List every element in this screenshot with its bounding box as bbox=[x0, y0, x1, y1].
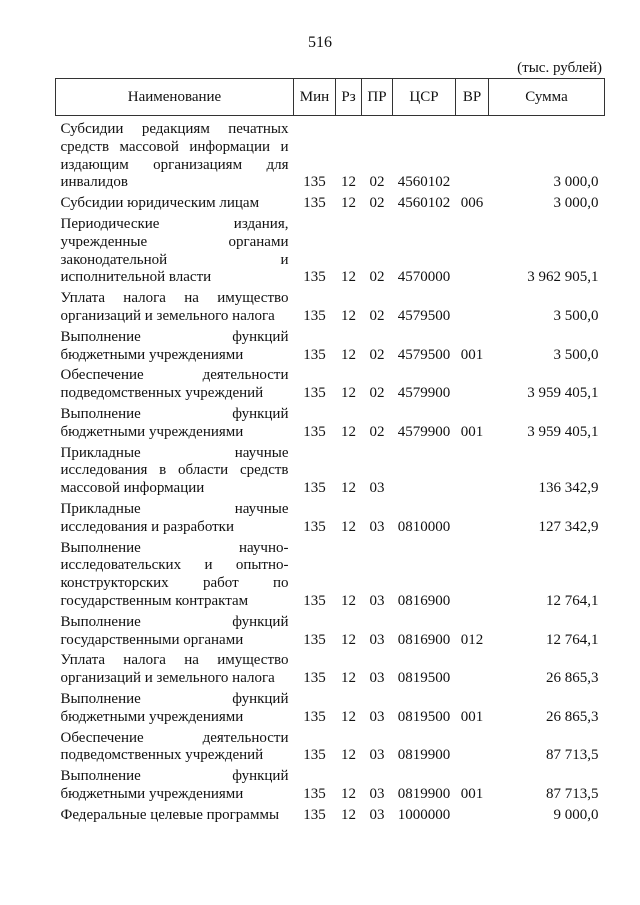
row-pr: 03 bbox=[369, 785, 385, 802]
row-csr: 0819500 bbox=[397, 670, 451, 687]
row-min: 135 bbox=[303, 785, 326, 802]
row-name-line: государственным контрактам bbox=[60, 592, 249, 609]
row-name bbox=[56, 650, 294, 689]
row-name-line: Выполнение функций bbox=[60, 768, 289, 785]
row-name-line: Выполнение функций bbox=[60, 328, 289, 345]
row-pr: 03 bbox=[369, 670, 385, 687]
row-sum: 3 959 405,1 bbox=[527, 385, 599, 402]
row-min: 135 bbox=[303, 670, 326, 687]
table-row bbox=[56, 805, 605, 826]
row-name bbox=[56, 443, 294, 499]
row-name-line: Субсидии юридическим лицам bbox=[60, 195, 260, 212]
table-row bbox=[56, 443, 605, 499]
row-name-line: конструкторских работ по bbox=[60, 575, 289, 592]
row-rz: 12 bbox=[341, 385, 356, 402]
row-name-line: Периодические издания, bbox=[60, 215, 289, 232]
row-name-line: исполнительной власти bbox=[60, 269, 212, 286]
row-name-line: Субсидии редакциям печатных bbox=[60, 121, 289, 137]
row-pr: 02 bbox=[369, 269, 385, 286]
row-vr bbox=[456, 288, 489, 327]
header-pr: ПР bbox=[362, 79, 393, 116]
row-rz: 12 bbox=[341, 346, 356, 363]
row-name-line: Прикладные научные bbox=[60, 500, 289, 517]
row-name bbox=[56, 612, 294, 651]
row-min: 135 bbox=[303, 423, 326, 440]
table-row bbox=[56, 365, 605, 404]
row-pr: 03 bbox=[369, 631, 385, 648]
row-name bbox=[56, 404, 294, 443]
row-csr: 4570000 bbox=[397, 269, 451, 286]
row-min: 135 bbox=[303, 307, 326, 324]
header-name: Наименование bbox=[56, 79, 294, 116]
units-label: (тыс. рублей) bbox=[517, 60, 602, 76]
table-header bbox=[56, 79, 605, 116]
row-sum: 12 764,1 bbox=[546, 631, 599, 648]
table-row bbox=[56, 612, 605, 651]
row-name-line: бюджетными учреждениями bbox=[60, 708, 244, 725]
row-csr: 4560102 bbox=[397, 195, 451, 212]
row-pr: 03 bbox=[369, 518, 385, 535]
row-vr: 001 bbox=[460, 785, 484, 802]
row-name-line: Выполнение функций bbox=[60, 613, 289, 630]
row-rz: 12 bbox=[341, 806, 356, 823]
row-rz: 12 bbox=[341, 518, 356, 535]
row-min: 135 bbox=[303, 385, 326, 402]
row-vr: 001 bbox=[460, 423, 484, 440]
row-vr bbox=[456, 214, 489, 288]
row-csr: 4579500 bbox=[397, 307, 451, 324]
row-rz: 12 bbox=[341, 174, 356, 191]
row-name bbox=[56, 116, 294, 194]
row-sum: 127 342,9 bbox=[538, 518, 599, 535]
row-pr: 03 bbox=[369, 708, 385, 725]
row-name bbox=[56, 327, 294, 366]
row-rz: 12 bbox=[341, 592, 356, 609]
row-pr: 02 bbox=[369, 423, 385, 440]
header-csr: ЦСР bbox=[393, 79, 456, 116]
row-name-line: Уплата налога на имущество bbox=[60, 652, 289, 669]
row-name bbox=[56, 766, 294, 805]
row-vr bbox=[456, 538, 489, 612]
row-rz: 12 bbox=[341, 423, 356, 440]
row-pr: 03 bbox=[369, 747, 385, 764]
row-sum: 3 959 405,1 bbox=[527, 423, 599, 440]
budget-table bbox=[55, 78, 605, 825]
row-vr bbox=[456, 805, 489, 826]
row-name-line: бюджетными учреждениями bbox=[60, 785, 244, 802]
row-name-line: бюджетными учреждениями bbox=[60, 346, 244, 363]
row-sum: 136 342,9 bbox=[538, 480, 599, 497]
row-name-line: учрежденные органами bbox=[60, 233, 289, 250]
row-name-line: Федеральные целевые программы bbox=[60, 806, 280, 823]
row-min: 135 bbox=[303, 346, 326, 363]
row-vr bbox=[456, 728, 489, 767]
row-csr: 4579500 bbox=[397, 346, 451, 363]
row-sum: 87 713,5 bbox=[546, 747, 599, 764]
row-min: 135 bbox=[303, 269, 326, 286]
row-name-line: бюджетными учреждениями bbox=[60, 423, 244, 440]
row-pr: 03 bbox=[369, 592, 385, 609]
row-sum: 9 000,0 bbox=[553, 806, 599, 823]
row-rz: 12 bbox=[341, 269, 356, 286]
row-min: 135 bbox=[303, 174, 326, 191]
table-row bbox=[56, 404, 605, 443]
row-name-line: законодательной и bbox=[60, 251, 289, 268]
row-name-line: Обеспечение деятельности bbox=[60, 367, 289, 384]
row-min: 135 bbox=[303, 480, 326, 497]
row-csr bbox=[393, 443, 456, 499]
row-vr bbox=[456, 443, 489, 499]
row-name bbox=[56, 538, 294, 612]
row-vr bbox=[456, 116, 489, 194]
row-pr: 02 bbox=[369, 174, 385, 191]
row-sum: 3 500,0 bbox=[553, 346, 599, 363]
row-sum: 26 865,3 bbox=[546, 670, 599, 687]
row-vr: 006 bbox=[460, 195, 484, 212]
table-row bbox=[56, 116, 605, 194]
row-min: 135 bbox=[303, 518, 326, 535]
row-name bbox=[56, 365, 294, 404]
row-name-line: массовой информации bbox=[60, 480, 205, 497]
row-sum: 3 000,0 bbox=[553, 174, 599, 191]
row-vr bbox=[456, 365, 489, 404]
table-row bbox=[56, 499, 605, 538]
row-name bbox=[56, 214, 294, 288]
row-name-line: Обеспечение деятельности bbox=[60, 729, 289, 746]
row-min: 135 bbox=[303, 631, 326, 648]
header-rz: Рз bbox=[336, 79, 362, 116]
row-rz: 12 bbox=[341, 480, 356, 497]
row-name-line: издающим организациям для bbox=[60, 156, 289, 173]
row-min: 135 bbox=[303, 195, 326, 212]
row-csr: 0816900 bbox=[397, 592, 451, 609]
row-name-line: подведомственных учреждений bbox=[60, 747, 264, 764]
row-sum: 3 000,0 bbox=[553, 195, 599, 212]
row-pr: 03 bbox=[369, 806, 385, 823]
table-row bbox=[56, 538, 605, 612]
table-row bbox=[56, 650, 605, 689]
table-row bbox=[56, 327, 605, 366]
row-rz: 12 bbox=[341, 747, 356, 764]
row-name-line: средств массовой информации и bbox=[60, 138, 289, 155]
row-vr: 012 bbox=[460, 631, 484, 648]
row-rz: 12 bbox=[341, 195, 356, 212]
row-csr: 1000000 bbox=[397, 806, 451, 823]
row-pr: 03 bbox=[369, 480, 385, 497]
table-row bbox=[56, 728, 605, 767]
row-name-line: исследования в области средств bbox=[60, 462, 289, 479]
row-pr: 02 bbox=[369, 307, 385, 324]
header-min: Мин bbox=[294, 79, 336, 116]
row-min: 135 bbox=[303, 592, 326, 609]
row-rz: 12 bbox=[341, 670, 356, 687]
row-name bbox=[56, 499, 294, 538]
row-name bbox=[56, 288, 294, 327]
row-csr: 0810000 bbox=[397, 518, 451, 535]
row-name bbox=[56, 805, 294, 826]
row-sum: 3 500,0 bbox=[553, 307, 599, 324]
page-number: 516 bbox=[308, 34, 332, 51]
row-csr: 4560102 bbox=[397, 174, 451, 191]
row-name-line: инвалидов bbox=[60, 174, 128, 191]
row-name-line: организаций и земельного налога bbox=[60, 670, 275, 687]
row-name-line: Прикладные научные bbox=[60, 444, 289, 461]
row-min: 135 bbox=[303, 708, 326, 725]
row-sum: 12 764,1 bbox=[546, 592, 599, 609]
row-name-line: Выполнение функций bbox=[60, 405, 289, 422]
table-row bbox=[56, 689, 605, 728]
row-pr: 02 bbox=[369, 346, 385, 363]
row-min: 135 bbox=[303, 806, 326, 823]
header-sum: Сумма bbox=[489, 79, 605, 116]
row-rz: 12 bbox=[341, 631, 356, 648]
row-name-line: Уплата налога на имущество bbox=[60, 290, 289, 307]
row-name bbox=[56, 728, 294, 767]
row-csr: 0816900 bbox=[397, 631, 451, 648]
row-name-line: Выполнение научно- bbox=[60, 539, 289, 556]
row-vr: 001 bbox=[460, 708, 484, 725]
row-min: 135 bbox=[303, 747, 326, 764]
header-vr: ВР bbox=[456, 79, 489, 116]
row-name-line: подведомственных учреждений bbox=[60, 385, 264, 402]
row-rz: 12 bbox=[341, 708, 356, 725]
row-name bbox=[56, 193, 294, 214]
row-sum: 26 865,3 bbox=[546, 708, 599, 725]
row-csr: 0819900 bbox=[397, 747, 451, 764]
row-vr bbox=[456, 650, 489, 689]
row-name-line: исследования и разработки bbox=[60, 518, 234, 535]
table-row bbox=[56, 214, 605, 288]
row-name-line: государственными органами bbox=[60, 631, 244, 648]
table-row bbox=[56, 288, 605, 327]
row-csr: 4579900 bbox=[397, 423, 451, 440]
row-pr: 02 bbox=[369, 385, 385, 402]
row-csr: 0819500 bbox=[397, 708, 451, 725]
row-name-line: Выполнение функций bbox=[60, 690, 289, 707]
row-name bbox=[56, 689, 294, 728]
row-sum: 3 962 905,1 bbox=[527, 269, 599, 286]
table-row bbox=[56, 193, 605, 214]
row-name-line: организаций и земельного налога bbox=[60, 307, 275, 324]
row-sum: 87 713,5 bbox=[546, 785, 599, 802]
row-name-line: исследовательских и опытно- bbox=[60, 557, 289, 574]
row-csr: 0819900 bbox=[397, 785, 451, 802]
row-csr: 4579900 bbox=[397, 385, 451, 402]
row-rz: 12 bbox=[341, 785, 356, 802]
row-vr bbox=[456, 499, 489, 538]
row-vr: 001 bbox=[460, 346, 484, 363]
row-rz: 12 bbox=[341, 307, 356, 324]
table-row bbox=[56, 766, 605, 805]
row-pr: 02 bbox=[369, 195, 385, 212]
